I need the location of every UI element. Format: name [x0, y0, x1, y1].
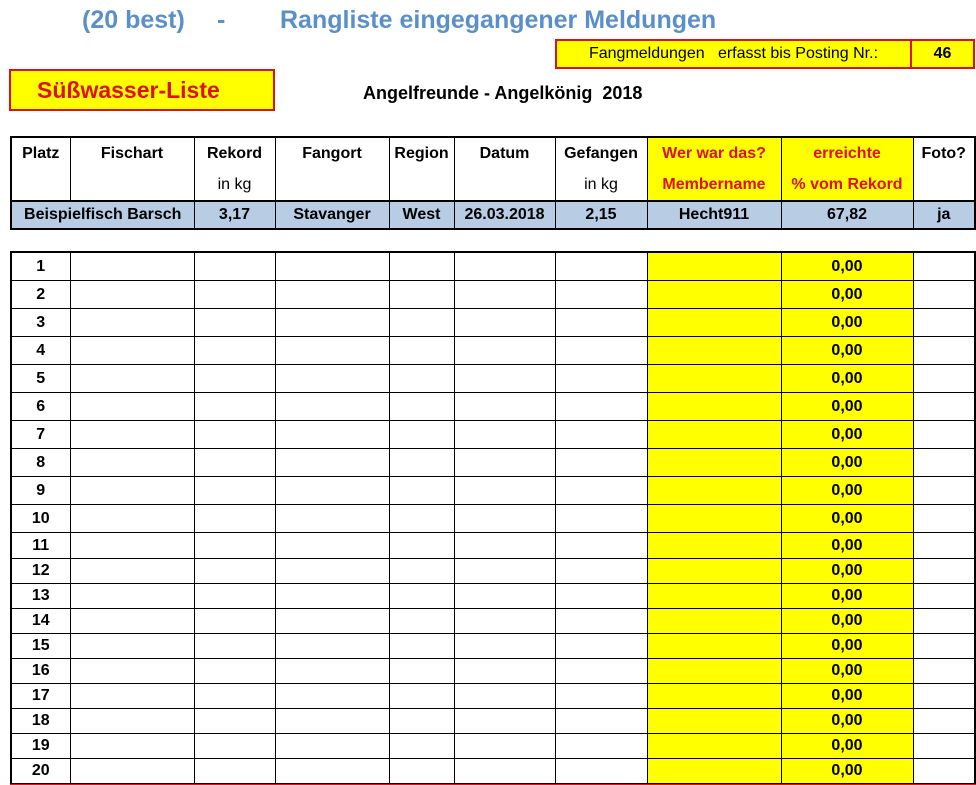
row-cell[interactable] — [194, 281, 275, 309]
row-cell[interactable] — [194, 252, 275, 281]
row-cell[interactable] — [913, 421, 975, 449]
row-platz[interactable]: 18 — [11, 709, 70, 734]
table-row — [11, 684, 975, 709]
row-cell[interactable] — [389, 449, 454, 477]
header-rekord[interactable]: Rekord — [194, 137, 275, 169]
row-cell[interactable] — [913, 609, 975, 634]
row-cell[interactable] — [389, 734, 454, 759]
row-cell[interactable] — [275, 584, 389, 609]
row-cell[interactable] — [389, 393, 454, 421]
row-member[interactable] — [647, 449, 781, 477]
row-cell[interactable] — [389, 505, 454, 533]
row-cell[interactable] — [555, 252, 647, 281]
row-cell[interactable] — [194, 634, 275, 659]
row-cell[interactable] — [194, 684, 275, 709]
row-platz[interactable]: 3 — [11, 309, 70, 337]
row-cell[interactable] — [555, 684, 647, 709]
row-cell[interactable] — [70, 505, 194, 533]
row-cell[interactable] — [454, 684, 555, 709]
row-cell[interactable] — [454, 634, 555, 659]
row-cell[interactable] — [555, 421, 647, 449]
row-cell[interactable] — [555, 337, 647, 365]
row-cell[interactable] — [555, 609, 647, 634]
row-member[interactable] — [647, 281, 781, 309]
row-cell[interactable] — [275, 337, 389, 365]
row-cell[interactable] — [275, 505, 389, 533]
subtitle: Angelfreunde - Angelkönig 2018 — [363, 83, 643, 103]
row-member[interactable] — [647, 584, 781, 609]
row-platz[interactable]: 8 — [11, 449, 70, 477]
row-cell[interactable] — [70, 337, 194, 365]
header-erreichte[interactable]: erreichte — [781, 137, 913, 169]
table-row — [11, 559, 975, 584]
row-cell[interactable] — [555, 709, 647, 734]
row-cell[interactable] — [913, 659, 975, 684]
row-platz[interactable]: 2 — [11, 281, 70, 309]
row-percent[interactable]: 0,00 — [781, 505, 913, 533]
header-fangort-sub[interactable] — [275, 169, 389, 201]
row-cell[interactable] — [194, 584, 275, 609]
row-platz[interactable]: 13 — [11, 584, 70, 609]
row-cell[interactable] — [389, 659, 454, 684]
row-cell[interactable] — [454, 734, 555, 759]
row-member[interactable] — [647, 533, 781, 559]
row-member[interactable] — [647, 309, 781, 337]
row-cell[interactable] — [913, 309, 975, 337]
example-foto[interactable]: ja — [913, 201, 975, 229]
header-fischart[interactable]: Fischart — [70, 137, 194, 169]
example-datum[interactable]: 26.03.2018 — [454, 201, 555, 229]
row-platz[interactable]: 19 — [11, 734, 70, 759]
row-cell[interactable] — [454, 559, 555, 584]
row-platz[interactable]: 14 — [11, 609, 70, 634]
row-cell[interactable] — [389, 634, 454, 659]
row-cell[interactable] — [913, 365, 975, 393]
header-datum-sub[interactable] — [454, 169, 555, 201]
row-cell[interactable] — [913, 734, 975, 759]
row-cell[interactable] — [275, 421, 389, 449]
ranking-table — [10, 251, 976, 785]
header-platz[interactable]: Platz — [11, 137, 70, 169]
table-row — [11, 337, 975, 365]
row-cell[interactable] — [275, 659, 389, 684]
row-cell[interactable] — [194, 759, 275, 785]
row-platz[interactable]: 16 — [11, 659, 70, 684]
row-cell[interactable] — [70, 609, 194, 634]
row-member[interactable] — [647, 477, 781, 505]
row-cell[interactable] — [70, 477, 194, 505]
row-percent[interactable]: 0,00 — [781, 449, 913, 477]
row-cell[interactable] — [70, 759, 194, 785]
row-percent[interactable]: 0,00 — [781, 609, 913, 634]
row-cell[interactable] — [454, 505, 555, 533]
example-member[interactable]: Hecht911 — [647, 201, 781, 229]
header-region-sub[interactable] — [389, 169, 454, 201]
row-cell[interactable] — [194, 421, 275, 449]
row-cell[interactable] — [913, 634, 975, 659]
header-fangort[interactable]: Fangort — [275, 137, 389, 169]
row-cell[interactable] — [194, 337, 275, 365]
row-cell[interactable] — [913, 252, 975, 281]
row-cell[interactable] — [913, 393, 975, 421]
row-cell[interactable] — [913, 477, 975, 505]
header-percent[interactable]: % vom Rekord — [781, 169, 913, 201]
table-row — [11, 634, 975, 659]
table-row — [11, 393, 975, 421]
header-fischart-sub[interactable] — [70, 169, 194, 201]
header-membername[interactable]: Membername — [647, 169, 781, 201]
row-cell[interactable] — [913, 281, 975, 309]
row-platz[interactable]: 5 — [11, 365, 70, 393]
row-cell[interactable] — [555, 659, 647, 684]
row-platz[interactable]: 4 — [11, 337, 70, 365]
row-cell[interactable] — [913, 709, 975, 734]
row-cell[interactable] — [389, 365, 454, 393]
row-platz[interactable]: 10 — [11, 505, 70, 533]
row-cell[interactable] — [555, 734, 647, 759]
row-cell[interactable] — [70, 533, 194, 559]
table-row — [11, 449, 975, 477]
row-member[interactable] — [647, 709, 781, 734]
row-cell[interactable] — [194, 477, 275, 505]
row-percent[interactable]: 0,00 — [781, 421, 913, 449]
header-row-1 — [11, 137, 975, 169]
header-rekord-unit[interactable]: in kg — [194, 169, 275, 201]
row-cell[interactable] — [555, 449, 647, 477]
row-cell[interactable] — [70, 734, 194, 759]
row-cell[interactable] — [454, 309, 555, 337]
header-table — [10, 136, 976, 230]
example-rekord[interactable]: 3,17 — [194, 201, 275, 229]
row-cell[interactable] — [389, 709, 454, 734]
table-row — [11, 609, 975, 634]
example-row — [11, 201, 975, 229]
row-percent[interactable]: 0,00 — [781, 477, 913, 505]
row-percent[interactable]: 0,00 — [781, 759, 913, 785]
table-row — [11, 505, 975, 533]
row-cell[interactable] — [555, 759, 647, 785]
row-percent[interactable]: 0,00 — [781, 309, 913, 337]
row-platz[interactable]: 11 — [11, 533, 70, 559]
row-cell[interactable] — [70, 684, 194, 709]
table-row — [11, 477, 975, 505]
list-label: Süßwasser-Liste — [37, 76, 220, 103]
row-member[interactable] — [647, 393, 781, 421]
table-row — [11, 281, 975, 309]
row-cell[interactable] — [913, 533, 975, 559]
row-cell[interactable] — [454, 393, 555, 421]
row-platz[interactable]: 9 — [11, 477, 70, 505]
row-percent[interactable]: 0,00 — [781, 684, 913, 709]
row-cell[interactable] — [275, 309, 389, 337]
row-cell[interactable] — [555, 533, 647, 559]
row-cell[interactable] — [913, 584, 975, 609]
row-cell[interactable] — [454, 659, 555, 684]
row-member[interactable] — [647, 734, 781, 759]
row-cell[interactable] — [194, 609, 275, 634]
row-cell[interactable] — [389, 337, 454, 365]
row-percent[interactable]: 0,00 — [781, 559, 913, 584]
example-region[interactable]: West — [389, 201, 454, 229]
row-member[interactable] — [647, 684, 781, 709]
row-percent[interactable]: 0,00 — [781, 281, 913, 309]
row-member[interactable] — [647, 759, 781, 785]
table-row — [11, 584, 975, 609]
row-cell[interactable] — [194, 365, 275, 393]
table-row — [11, 309, 975, 337]
header-gefangen[interactable]: Gefangen — [555, 137, 647, 169]
row-cell[interactable] — [454, 584, 555, 609]
example-fangort[interactable]: Stavanger — [275, 201, 389, 229]
row-member[interactable] — [647, 609, 781, 634]
row-cell[interactable] — [194, 533, 275, 559]
row-member[interactable] — [647, 365, 781, 393]
row-cell[interactable] — [275, 759, 389, 785]
row-cell[interactable] — [70, 584, 194, 609]
row-cell[interactable] — [389, 421, 454, 449]
row-cell[interactable] — [275, 252, 389, 281]
row-member[interactable] — [647, 337, 781, 365]
row-member[interactable] — [647, 559, 781, 584]
row-member[interactable] — [647, 505, 781, 533]
row-cell[interactable] — [389, 533, 454, 559]
row-member[interactable] — [647, 252, 781, 281]
row-cell[interactable] — [389, 477, 454, 505]
row-cell[interactable] — [454, 281, 555, 309]
row-cell[interactable] — [389, 309, 454, 337]
row-cell[interactable] — [194, 559, 275, 584]
row-percent[interactable]: 0,00 — [781, 252, 913, 281]
header-platz-sub[interactable] — [11, 169, 70, 201]
table-row — [11, 659, 975, 684]
table-row — [11, 709, 975, 734]
row-percent[interactable]: 0,00 — [781, 709, 913, 734]
row-cell[interactable] — [389, 559, 454, 584]
row-platz[interactable]: 20 — [11, 759, 70, 785]
row-cell[interactable] — [555, 365, 647, 393]
row-cell[interactable] — [913, 559, 975, 584]
row-cell[interactable] — [913, 505, 975, 533]
row-platz[interactable]: 12 — [11, 559, 70, 584]
row-cell[interactable] — [194, 449, 275, 477]
row-cell[interactable] — [454, 533, 555, 559]
row-cell[interactable] — [275, 709, 389, 734]
row-platz[interactable]: 15 — [11, 634, 70, 659]
row-percent[interactable]: 0,00 — [781, 393, 913, 421]
row-cell[interactable] — [454, 759, 555, 785]
row-cell[interactable] — [913, 759, 975, 785]
row-cell[interactable] — [275, 365, 389, 393]
row-cell[interactable] — [389, 759, 454, 785]
row-cell[interactable] — [389, 684, 454, 709]
title-dash: - — [217, 6, 226, 34]
row-cell[interactable] — [194, 393, 275, 421]
row-cell[interactable] — [275, 609, 389, 634]
row-cell[interactable] — [454, 365, 555, 393]
row-percent[interactable]: 0,00 — [781, 533, 913, 559]
row-cell[interactable] — [275, 533, 389, 559]
row-cell[interactable] — [454, 477, 555, 505]
row-cell[interactable] — [389, 281, 454, 309]
header-datum[interactable]: Datum — [454, 137, 555, 169]
title-main: Rangliste eingegangener Meldungen — [280, 6, 717, 34]
row-percent[interactable]: 0,00 — [781, 659, 913, 684]
row-cell[interactable] — [275, 281, 389, 309]
table-row — [11, 759, 975, 785]
row-cell[interactable] — [555, 309, 647, 337]
row-cell[interactable] — [454, 421, 555, 449]
row-cell[interactable] — [194, 309, 275, 337]
row-cell[interactable] — [194, 709, 275, 734]
row-cell[interactable] — [275, 449, 389, 477]
list-label-cell[interactable] — [9, 69, 275, 111]
page-title — [0, 6, 976, 38]
header-member[interactable]: Wer war das? — [647, 137, 781, 169]
row-cell[interactable] — [70, 709, 194, 734]
title-prefix: (20 best) — [82, 6, 185, 34]
row-cell[interactable] — [275, 393, 389, 421]
row-cell[interactable] — [555, 559, 647, 584]
row-percent[interactable]: 0,00 — [781, 365, 913, 393]
row-cell[interactable] — [70, 281, 194, 309]
row-cell[interactable] — [555, 634, 647, 659]
row-percent[interactable]: 0,00 — [781, 734, 913, 759]
row-cell[interactable] — [555, 393, 647, 421]
row-cell[interactable] — [70, 252, 194, 281]
row-cell[interactable] — [555, 505, 647, 533]
row-platz[interactable]: 17 — [11, 684, 70, 709]
table-row — [11, 252, 975, 281]
example-fischart[interactable]: Beispielfisch Barsch — [11, 201, 194, 229]
posting-number-cell[interactable]: 46 — [912, 39, 975, 69]
row-cell[interactable] — [454, 449, 555, 477]
row-cell[interactable] — [70, 393, 194, 421]
row-platz[interactable]: 1 — [11, 252, 70, 281]
row-cell[interactable] — [194, 734, 275, 759]
row-cell[interactable] — [70, 634, 194, 659]
row-cell[interactable] — [389, 609, 454, 634]
row-percent[interactable]: 0,00 — [781, 634, 913, 659]
header-foto[interactable]: Foto? — [913, 137, 975, 169]
row-platz[interactable]: 7 — [11, 421, 70, 449]
row-cell[interactable] — [275, 634, 389, 659]
row-cell[interactable] — [194, 659, 275, 684]
row-cell[interactable] — [555, 281, 647, 309]
row-cell[interactable] — [913, 337, 975, 365]
row-cell[interactable] — [389, 584, 454, 609]
header-foto-sub[interactable] — [913, 169, 975, 201]
row-cell[interactable] — [275, 734, 389, 759]
table-row — [11, 365, 975, 393]
row-member[interactable] — [647, 659, 781, 684]
row-cell[interactable] — [70, 449, 194, 477]
row-cell[interactable] — [454, 252, 555, 281]
table-row — [11, 533, 975, 559]
row-cell[interactable] — [70, 365, 194, 393]
header-row-2 — [11, 169, 975, 201]
row-cell[interactable] — [275, 559, 389, 584]
header-region[interactable]: Region — [389, 137, 454, 169]
row-cell[interactable] — [454, 337, 555, 365]
row-cell[interactable] — [555, 584, 647, 609]
row-cell[interactable] — [70, 559, 194, 584]
posting-label-cell[interactable]: Fangmeldungen erfasst bis Posting Nr.: — [555, 39, 912, 69]
row-platz[interactable]: 6 — [11, 393, 70, 421]
row-cell[interactable] — [70, 309, 194, 337]
row-cell[interactable] — [194, 505, 275, 533]
row-cell[interactable] — [454, 709, 555, 734]
header-gefangen-unit[interactable]: in kg — [555, 169, 647, 201]
table-row — [11, 734, 975, 759]
row-member[interactable] — [647, 421, 781, 449]
row-cell[interactable] — [555, 477, 647, 505]
row-cell[interactable] — [70, 421, 194, 449]
row-cell[interactable] — [389, 252, 454, 281]
example-percent[interactable]: 67,82 — [781, 201, 913, 229]
row-cell[interactable] — [275, 477, 389, 505]
row-cell[interactable] — [913, 449, 975, 477]
row-cell[interactable] — [275, 684, 389, 709]
table-row — [11, 421, 975, 449]
row-cell[interactable] — [454, 609, 555, 634]
row-cell[interactable] — [913, 684, 975, 709]
row-percent[interactable]: 0,00 — [781, 584, 913, 609]
row-member[interactable] — [647, 634, 781, 659]
example-gefangen[interactable]: 2,15 — [555, 201, 647, 229]
row-percent[interactable]: 0,00 — [781, 337, 913, 365]
row-cell[interactable] — [70, 659, 194, 684]
